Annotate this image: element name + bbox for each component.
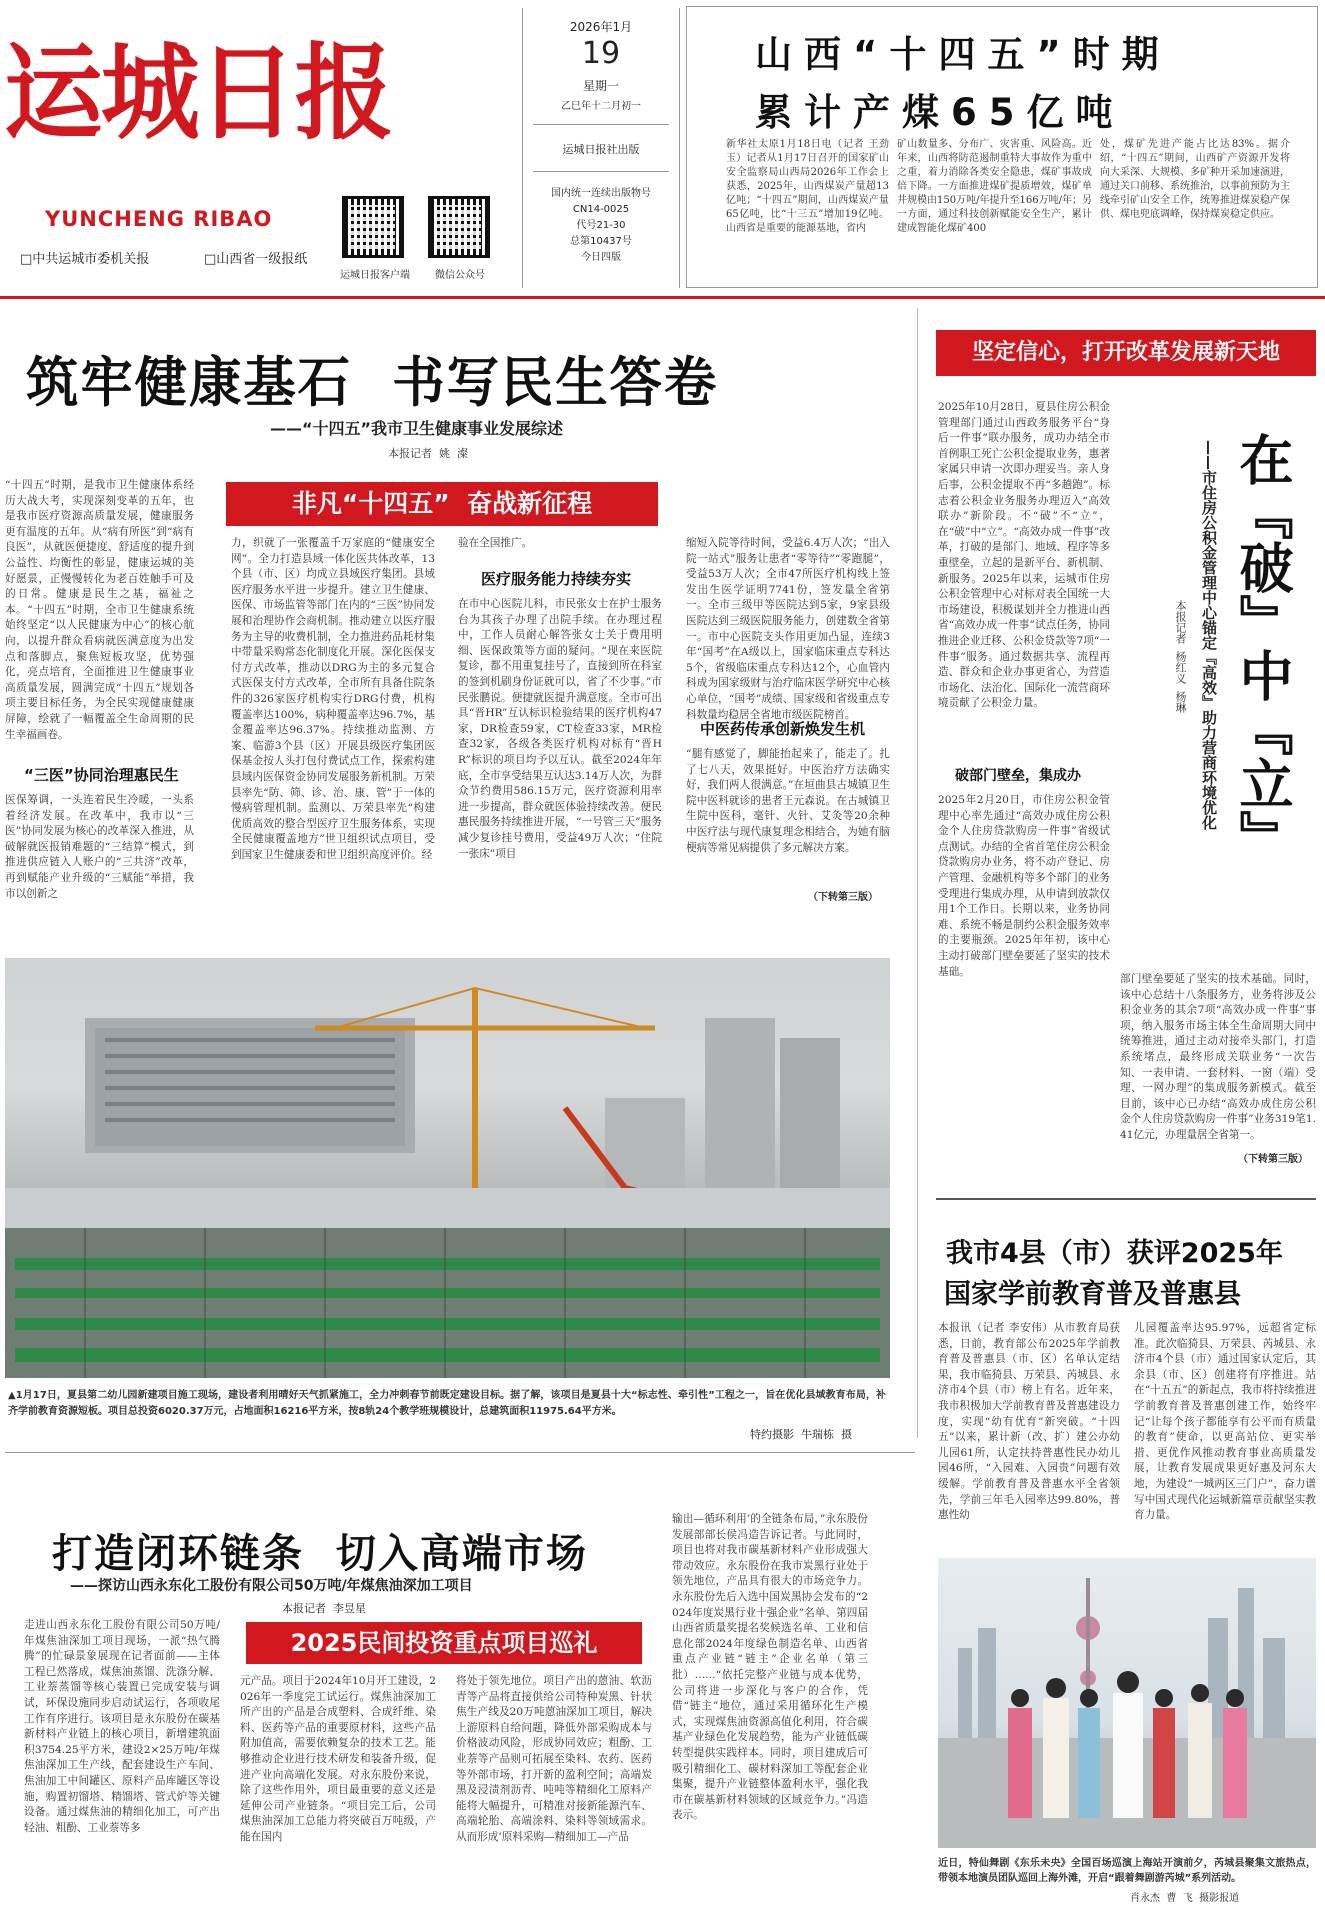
reform-col2: 部门壁垒要延了坚实的技术基础。同时，该中心总结十八条服务方，业务将涉及公积金业务的其余7项“高效办成一件事”事项，纳入服务市场主体全生命周期大同中统筹推进，通过主动对接牵头部门，打造系统堵点，最终形成关联业务“一次告知、一表申请、一套材料、一窗（端）受理、一网办理”的集成服务新模式。截至目前，该中心已办结“高效办成住房公积金个人住房贷款购房一件事”业务319笔1.41亿元，办理量居全省第一。: [1120, 973, 1316, 1141]
education-title-1: 我市4县（市）获评2025年: [946, 1238, 1283, 1269]
qr-code-wechat[interactable]: [428, 196, 490, 258]
education-title-2: 国家学前教育普及普惠县: [944, 1279, 1241, 1310]
qr-label-wechat: 微信公众号: [435, 270, 485, 281]
masthead-tag1: □中共运城市委机关报: [20, 252, 150, 267]
health-sub-service: 医疗服务能力持续夯实: [481, 570, 632, 588]
reform-subtitle: ——市住房公积金管理中心锚定『高效』助力营商环境优化: [1200, 440, 1218, 830]
date-box: [522, 8, 680, 288]
health-continued: （下转第三版）: [808, 892, 878, 903]
masthead-tag2: □山西省一级报纸: [204, 252, 308, 267]
top-story-title-1: 山西“十四五”时期: [755, 33, 1171, 76]
construction-illustration: [5, 958, 890, 1378]
health-byline: 本报记者 姚 澯: [388, 447, 468, 460]
top-story-col3: 处，煤矿先进产能占比达83%。据介绍，“十四五”期间，山西矿产资源开发将向大采深、大规模、多矿种开采加速演进，通过关口前移、系统推治，以事前预防为主线牵引矿山安全工作，统筹推进煤炭稳产保供、煤电兜底调峰，保持煤炭稳定供应。: [1100, 139, 1290, 220]
qr-label-app: 运城日报客户端: [340, 270, 410, 281]
health-col1b: 医保筹调，一头连着民生冷暖，一头系着经济发展。在改革中，我市以“三医”协同发展为核心的改革深入推进，从破解就医报销难题的“三结算”模式，到推进供应链入人账户的“三共济”改革，再到赋能产业升级的“三赋能”举措，我市以创新之: [5, 794, 194, 900]
pub-info-3: 总第10437号: [570, 236, 632, 247]
reform-col1b: 2025年2月20日，市住房公积金管理中心率先通过“高效办成住房公积金个人住房贷款购房一件事”省级试点测试。办结的全省首笔住房公积金贷款购房办业务，将不动产登记、房产管理、金融机构等多个部门的业务受理进行集成办理，从申请到放款仅用1个工作日。长期以来，业务协同难、系统不畅是制约公积金服务效率的主要瓶颈。2025年年初，该中心主动打破部门壁垒要延了坚实的技术基础。: [938, 794, 1110, 978]
pub-info-2: 代号21-30: [576, 220, 626, 231]
top-story-title-2: 累计产煤65亿吨: [755, 91, 1125, 134]
health-subtitle: ——“十四五”我市卫生健康事业发展综述: [270, 419, 564, 438]
masthead-pinyin: YUNCHENG RIBAO: [45, 207, 273, 231]
industry-title: 打造闭环链条 切入高端市场: [52, 1531, 588, 1577]
photo1-caption: ▲1月17日，夏县第二幼儿园新建项目施工现场，建设者利用晴好天气抓紧施工，全力冲刺春节前既定建设目标。据了解，该项目是夏县十大“标志性、牵引性”工程之一，旨在优化县域教育布局，补齐学前教育资源短板。项目总投资6020.37万元，占地面积16216平方米，按8轨24个教学班规模设计，总建筑面积11975.64平方米。: [8, 1390, 886, 1417]
health-banner: 非凡“十四五” 奋战新征程: [226, 482, 658, 526]
reform-banner: 坚定信心，打开改革发展新天地: [936, 330, 1316, 376]
photo2-caption: 近日，特仙舞剧《东乐未央》全国百场巡演上海站开演前夕，芮城县聚集文旅热点，带领本地演员团队巡回上海外滩，开启“跟着舞剧游芮城”系列活动。: [938, 1858, 1316, 1884]
lunar-date: 乙巳年十二月初一: [561, 101, 641, 112]
opera-photo: [938, 1558, 1316, 1848]
pub-info-4: 今日四版: [581, 252, 621, 263]
masthead-rule: [0, 296, 1325, 299]
industry-banner: 2025民间投资重点项目巡礼: [246, 1622, 642, 1664]
education-col1: 本报讯（记者 李安伟）从市教育局获悉，日前，教育部公布2025年学前教育普及普惠县（市、区）名单认定结果，我市临猗县、万荣县、芮城县、永济市4个县（市）榜上有名。近年来，我市积极加大学前教育普及普惠建设力度，实现“幼有优育”新突破。“十四五”以来，累计新（改、扩）建公办幼儿园61所，认定扶持普惠性民办幼儿园46所，“入园难、入园贵”问题有效缓解。学前教育普及普惠水平全省领先，学前三年毛入园率达99.80%，普惠性幼: [938, 1322, 1120, 1522]
health-col3b: 在市中心医院儿科，市民张女士在护士服务台为其孩子办理了出院手续。在办理过程中，工作人员耐心解答张女士关于费用明细、医保政策等方面的疑问。“现在来医院复诊，都不用重复挂号了，直接到所在科室的签到机刷身份证就可以，省了不少事。”市民张鹏说。便捷就医提升满意度。全市可出具“晋HR”互认标识检验结果的医疗机构47家，DR检查59家，CT检查33家，MR检查32家，各级各类医疗机构对标有“晋HR”标识的项目均予以互认。截至2024年年底，全市享受结果互认达3.14万人次，为群众节约费用586.15万元，医疗资源利用率进一步提高，群众就医体验持续改善。便民惠民服务持续推进开展，“一号管三天”服务减少复诊挂号费用，受益49万人次；“住院一张床”项目: [458, 598, 662, 860]
health-col4: 缩短入院等待时间，受益6.4万人次；“出入院一站式”服务让患者“零等待”“零跑腿”，受益53万人次；全市47所医疗机构线上签发出生医学证明7741份，签发量全省第一。全市三级甲等医院达到5家，9家县级医院达到三级医院服务能力，创建数全省第一。市中心医院支头作用更加凸显，连续3年“国考”在A级以上，国家临床重点专科达5个，省级临床重点专科达12个，心血管内科成为国家级财与治疗临床医学研究中心核心单位，“国考”成绩、国家级和省级重点专科数量均稳居全省地市级医院榜首。: [686, 537, 890, 721]
health-col2: 力，织就了一张覆盖千万家庭的“健康安全网”。全力打造县域一体化医共体改革，13个县（市、区）均成立县域医疗集团。县域医疗服务水平进一步提升。建立卫生健康、医保、市场监管等部门在内的“三医”协同发展和治理协作会商机制。推动建立以医疗服务为主导的收费机制，全力推进药品耗材集中带量采购常态化制度化开展。深化医保支付方式改革，推动以DRG为主的多元复合式医保支付方式改革，全市所有具备住院条件的326家医疗机构实行DRG付费，机构覆盖率达100%，病种覆盖率达96.7%，基金覆盖率达96.37%。持续推动监测、方案、临游3个县（区）开展县级医疗集团医保基金按人头打包付费试点工作，探索构建县域内医保资金协同发展服务新机制。万荣县率先“防、筛、诊、治、康、管”于一体的慢病管理机制。监测以、万荣县率先“构建优质高效的整合型医疗卫生服务体系，实现全民健康覆盖地方”世卫组织试点项目，受到国家卫生健康委和世卫组织高度评价。经: [231, 537, 435, 861]
industry-col1: 走进山西永东化工股份有限公司50万吨/年煤焦油深加工项目现场，一派“热气腾腾”的忙碌景象展现在记者面前——主体工程已然落成，煤焦油蒸馏、洗涤分解、工业萘蒸馏等核心装置已完成安装与调试，环保设施同步启动试运行，各项收尾工作有序进行。该项目是永东股份在碳基新材料产业链上的核心项目，新增建筑面积3754.25平方米，建设2×25万吨/年煤焦油深加工生产线，配套建设生产车间、焦油加工中间罐区、原料产品库罐区等设施，购置初馏塔、精馏塔、管式炉等关键设备。通过煤焦油的精细化加工，可产出轻油、粗酚、工业萘等多: [24, 1619, 220, 1834]
date-day: 19: [581, 36, 621, 71]
reform-byline: 本报记者 杨红义 杨琳: [1174, 600, 1187, 713]
industry-byline: 本报记者 李昱星: [282, 1602, 366, 1615]
photo2-credit: 肖永杰 曹 飞 摄影报道: [1130, 1893, 1240, 1904]
health-sub-sanyi: “三医”协同治理惠民生: [24, 766, 179, 784]
right-rule-1: [936, 1198, 1316, 1200]
industry-col3: 将处于领先地位。项目产出的蒽油、软沥青等产品将直接供给公司特种炭黑、针状焦生产线及20万吨蒽油深加工项目，解决上游原料自给问题，降低外部采购成本与价格波动风险，形成协同效应；粗酚、工业萘等产品则可拓展至染料、农药、医药等外部市场，打开新的盈利空间；高端炭黑及浸渍剂沥青、吨吨等精细化工原料产能将大幅提升，可精准对接新能源汽车、高端轮胎、高端涂料、染料等领域需求。从而形成‘原料采购—精细加工—产品: [456, 1675, 652, 1843]
publisher: 运城日报社出版: [562, 143, 640, 156]
health-col3: 验在全国推广。: [458, 537, 533, 549]
construction-photo: [5, 958, 890, 1378]
qr-code-app[interactable]: [342, 196, 404, 258]
date-year-month: 2026年1月: [569, 20, 633, 34]
health-title: 筑牢健康基石 书写民生答卷: [26, 351, 719, 414]
shanghai-skyline-illustration: [938, 1558, 1316, 1848]
health-col4b: “腿有感觉了，脚能抬起来了，能走了。扎了七八天，效果挺好。中医治疗方法确实好，我们两人很满意。”在垣曲县古城镇卫生院中医科就诊的患者王元森说。在古城镇卫生院中医科，毫针、火针、艾灸等20余种中医疗法与现代康复理念相结合，为她有脑梗病等常见病提供了多元解决方案。: [686, 748, 890, 854]
pub-info-0: 国内统一连续出版物号: [551, 188, 651, 199]
education-col2: 儿园覆盖率达95.97%，远超省定标准。此次临猗县、万荣县、芮城县、永济市4个县（市）通过国家认定后，其余县（市、区）创建将有序推进。站在“十五五”的新起点，我市将持续推进学前教育普及普惠创建工作，始终牢记“让每个孩子都能享有公平而有质量的教育”使命，以更高站位、更实举措、更优作风推动教育事业高质量发展，让教育发展成果更好惠及河东大地，为建设“一城两区三门户”，奋力谱写中国式现代化运城新篇章贡献坚实教育力量。: [1134, 1322, 1316, 1522]
reform-col1: 2025年10月28日，夏县住房公积金管理部门通过山西政务服务平台“身后一件事”联办服务，成功办结全市首例职工死亡公积金提取业务，惠著家属只申请一次即办理妥当。亲人身后事，公积金提取不再“多趟跑”。标志着公积金业务服务办理迈入“高效联办”新阶段。不“破”不“立”，在“破”中“立”。“高效办成一件事”改革，打破的是部门、地域、程序等多重壁垒，立起的是新平台、新机制、新服务。2025年以来，运城市住房公积金管理中心对标对表全国统一大市场建设，积极谋划并全力推进山西省“高效办成一件事”试点任务，协同推进企业迁移、公积金贷款等7项“一件事”服务。通过数据共享、流程再造、群众和企业办事更省心，为营造市场化、法治化、国际化一流营商环境贡献了公积金力量。: [938, 401, 1110, 710]
weekday: 星期一: [582, 79, 619, 93]
reform-sub-barrier: 破部门壁垒，集成办: [955, 768, 1081, 784]
reform-continued: （下转第三版）: [1238, 1154, 1308, 1165]
top-story-col1: 新华社太原1月18日电（记者 王劲玉）记者从1月17日召开的国家矿山安全监察局山西局2026年工作会上获悉，2025年，山西煤炭产量超13亿吨；“十四五”期间，山西煤炭产量65亿吨，比“十三五”增加19亿吨。山西省是重要的能源基地，省内: [726, 139, 889, 234]
industry-col4: 输出—循环利用’的全链条布局，”永东股份发展部部长侯冯造告诉记者。与此同时，项目也将对我市碳基新材料产业形成强大带动效应。永东股份在我市炭黑行业处于领先地位，产品具有很大的市场竞争力。永东股份先后入选中国炭黑协会发布的“2024年度炭黑行业十强企业”名单、第四届山西省质量奖提名奖候选名单、工业和信息化部2024年度绿色制造名单、山西省重点产业链“链主”企业名单（第三批）……“依托完整产业链与成本优势，公司将进一步深化与客户的合作，凭借“链主”地位，通过采用循环化生产模式，实现煤焦油资源高值化利用，符合碳基产业绿色化发展趋势，能为产业链低碳转型提供实践样本。同时，项目建成后可吸引精细化工、碳材料深加工等配套企业集聚，提升产业链整体盈利水平，强化我市在碳基新材料领域的区域竞争力。”冯造表示。: [672, 1513, 868, 1822]
health-sub-tcm: 中医药传承创新焕发生机: [700, 720, 866, 738]
pub-info-1: CN14-0025: [572, 204, 630, 215]
masthead-title: 运城日报: [4, 32, 392, 154]
health-col1: “十四五”时期，是我市卫生健康体系经历大战大考，实现深刻变革的五年，也是我市医疗资源高质量发展，健康服务更有温度的五年。从“病有所医”到“病有良医”，从就医便捷度、舒适度的提升到公益性、均衡性的彰显，健康运城的美好愿景，正慢慢转化为老百姓触手可及的日常。健康是民生之基，福祉之本。“十四五”时期，全市卫生健康系统始终坚定“以人民健康为中心”的核心航向，以提升群众看病就医满意度为出发点和落脚点，聚焦短板攻坚，优势强化，亮点培育，全面推进卫生健康事业高质量发展，圆满完成“十四五”规划各项主要目标任务，为全民实现健康健康屏障，绘就了一幅覆盖全生命周期的民生幸福画卷。: [5, 479, 194, 741]
top-story-col2: 矿山数量多、分布广、灾害重、风险高。近年来，山西将防范遏制重特大事故作为重中之重，着力消除各类安全隐患，煤矿事故成倍下降。一方面推进煤矿提质增效，煤矿单井规模由150万吨/年提升至166万吨/年；另一方面，通过科技创新赋能安全生产，累计建成智能化煤矿400: [897, 139, 1092, 234]
reform-title: 在『破』中『立』: [1231, 432, 1294, 864]
photo1-credit: 特约摄影 牛瑞栋 摄: [750, 1428, 852, 1441]
industry-col2: 元产品。项目于2024年10月开工建设，2026年一季度完工试运行。煤焦油深加工所产出的产品是合成塑料、合成纤维、染料、医药等产品的重要原材料，这些产品附加值高，需要依赖复杂的技术工艺。能够推动企业进行技术研发和装备升级，促进产业向高端化发展。对永东股份来说，除了这些作用外，项目最重要的意义还是延伸公司产业链条。“项目完工后，公司煤焦油深加工总能力将突破百万吨级，产能在国内: [240, 1675, 436, 1843]
column-divider: [917, 308, 918, 1438]
industry-subtitle: ——探访山西永东化工股份有限公司50万吨/年煤焦油深加工项目: [70, 1578, 473, 1594]
